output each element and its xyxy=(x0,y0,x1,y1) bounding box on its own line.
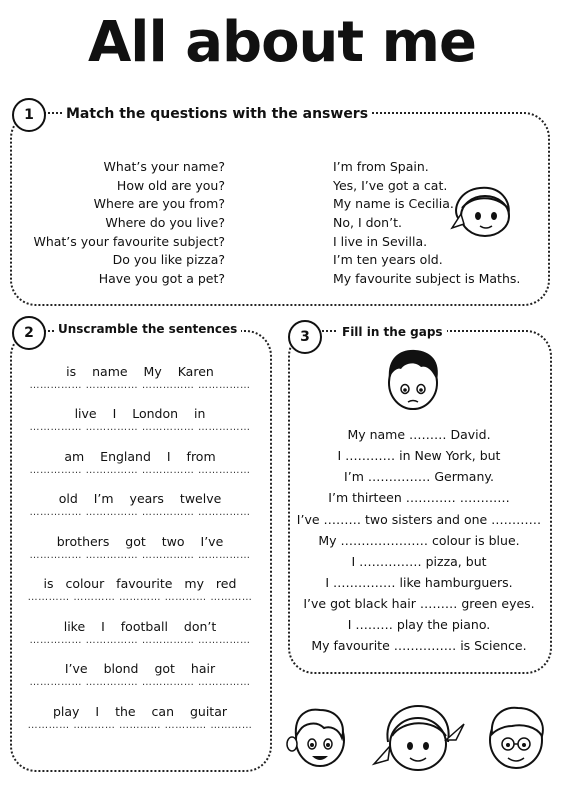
unscramble-item xyxy=(22,490,258,518)
answer-blanks: …………… …………… …………… …………… xyxy=(29,507,251,518)
gap-line: I’ve ……… two sisters and one ………… xyxy=(296,512,542,527)
scrambled-words: I’ve blond got hair xyxy=(64,661,216,676)
scrambled-words: brothers got two I’ve xyxy=(56,534,224,549)
gap-line: My ………………… colour is blue. xyxy=(318,533,520,548)
question: What’s your name? xyxy=(103,159,225,174)
gap-line: I’m …………… Germany. xyxy=(344,469,494,484)
gap-line: I …………… pizza, but xyxy=(351,554,487,569)
unscramble-item xyxy=(22,405,258,433)
section-2-heading: Unscramble the sentences xyxy=(54,322,241,336)
gap-line: I ……… play the piano. xyxy=(347,617,491,632)
answer-blanks: …………… …………… …………… …………… xyxy=(29,380,251,391)
section-1-heading: Match the questions with the answers xyxy=(62,106,372,122)
unscramble-item xyxy=(22,363,258,391)
question: Where are you from? xyxy=(93,196,225,212)
gap-line: My name ……… David. xyxy=(347,427,491,442)
scrambled-words: live I London in xyxy=(74,406,206,421)
page-title: All about me xyxy=(87,10,477,75)
answer-blanks: …………… …………… …………… …………… xyxy=(29,635,251,646)
scrambled-words: like I football don’t xyxy=(63,619,217,634)
unscramble-item xyxy=(22,703,258,731)
question: Have you got a pet? xyxy=(98,271,225,287)
answer: My name is Cecilia. xyxy=(333,196,454,212)
answer: I’m from Spain. xyxy=(333,159,429,174)
scrambled-words: is colour favourite my red xyxy=(43,576,237,591)
question: Where do you live? xyxy=(105,215,225,231)
girl-face-illustration xyxy=(368,700,468,776)
gap-line: I …………… like hamburguers. xyxy=(325,575,513,590)
girl-face-illustration xyxy=(450,178,520,248)
gap-line: I’m thirteen ………… ………… xyxy=(328,490,510,505)
unscramble-item xyxy=(22,448,258,476)
question: What’s your favourite subject? xyxy=(33,233,225,249)
answer-blanks: ………… ………… ………… ………… ………… xyxy=(27,592,253,603)
scrambled-words: play I the can guitar xyxy=(52,704,228,719)
questions-column xyxy=(20,158,225,289)
unscramble-item xyxy=(22,575,258,603)
section-2-number: 2 xyxy=(12,316,46,350)
answer-blanks: ………… ………… ………… ………… ………… xyxy=(27,720,253,731)
section-3-heading: Fill in the gaps xyxy=(338,325,447,339)
scrambled-words: is name My Karen xyxy=(66,364,214,379)
question: Do you like pizza? xyxy=(112,252,225,268)
answer-blanks: …………… …………… …………… …………… xyxy=(29,465,251,476)
unscramble-item xyxy=(22,533,258,561)
boy-with-glasses-illustration xyxy=(482,700,554,774)
answer: I’m ten years old. xyxy=(333,252,443,268)
answer: I live in Sevilla. xyxy=(333,233,428,249)
answer: Yes, I’ve got a cat. xyxy=(333,177,448,193)
boy-face-illustration xyxy=(284,700,354,774)
boy-face-illustration xyxy=(381,345,445,415)
unscramble-item xyxy=(22,660,258,688)
gap-line: I ………… in New York, but xyxy=(337,448,501,463)
section-1-number: 1 xyxy=(12,98,46,132)
answer-blanks: …………… …………… …………… …………… xyxy=(29,677,251,688)
section-3-number: 3 xyxy=(288,320,322,354)
gap-line: I’ve got black hair ……… green eyes. xyxy=(303,596,535,611)
answer: No, I don’t. xyxy=(333,215,402,231)
unscramble-item xyxy=(22,618,258,646)
question: How old are you? xyxy=(116,177,225,193)
answer: My favourite subject is Maths. xyxy=(333,271,521,287)
answer-blanks: …………… …………… …………… …………… xyxy=(29,550,251,561)
scrambled-words: old I’m years twelve xyxy=(58,491,222,506)
scrambled-words: am England I from xyxy=(64,449,216,464)
gap-line: My favourite …………… is Science. xyxy=(311,638,527,653)
answer-blanks: …………… …………… …………… …………… xyxy=(29,422,251,433)
